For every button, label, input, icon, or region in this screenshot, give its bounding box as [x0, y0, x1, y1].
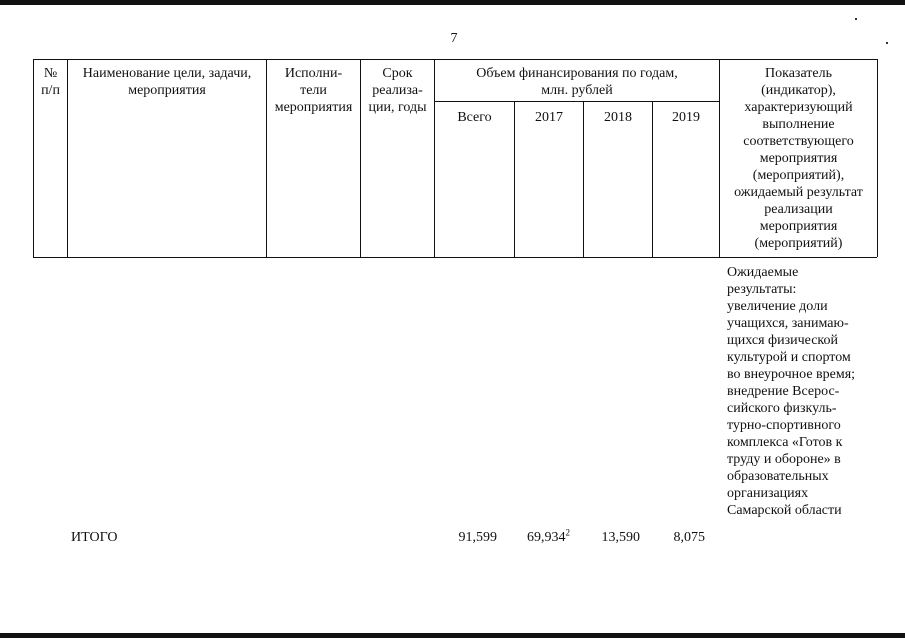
header-2017: 2017 [535, 110, 563, 125]
total-label: ИТОГО [71, 530, 118, 545]
header-2018: 2018 [604, 110, 632, 125]
scan-speck [886, 42, 888, 44]
total-2017: 69,934$^2$ [527, 527, 570, 545]
total-2019: 8,075 [673, 530, 705, 545]
top-border [0, 0, 905, 5]
bottom-border [0, 633, 905, 638]
header-total: Всего [457, 110, 492, 125]
total-all: 91,599 [458, 530, 497, 545]
total-2018: 13,590 [601, 530, 640, 545]
scan-speck [855, 18, 857, 20]
header-2019: 2019 [672, 110, 700, 125]
page-number: 7 [450, 31, 458, 46]
